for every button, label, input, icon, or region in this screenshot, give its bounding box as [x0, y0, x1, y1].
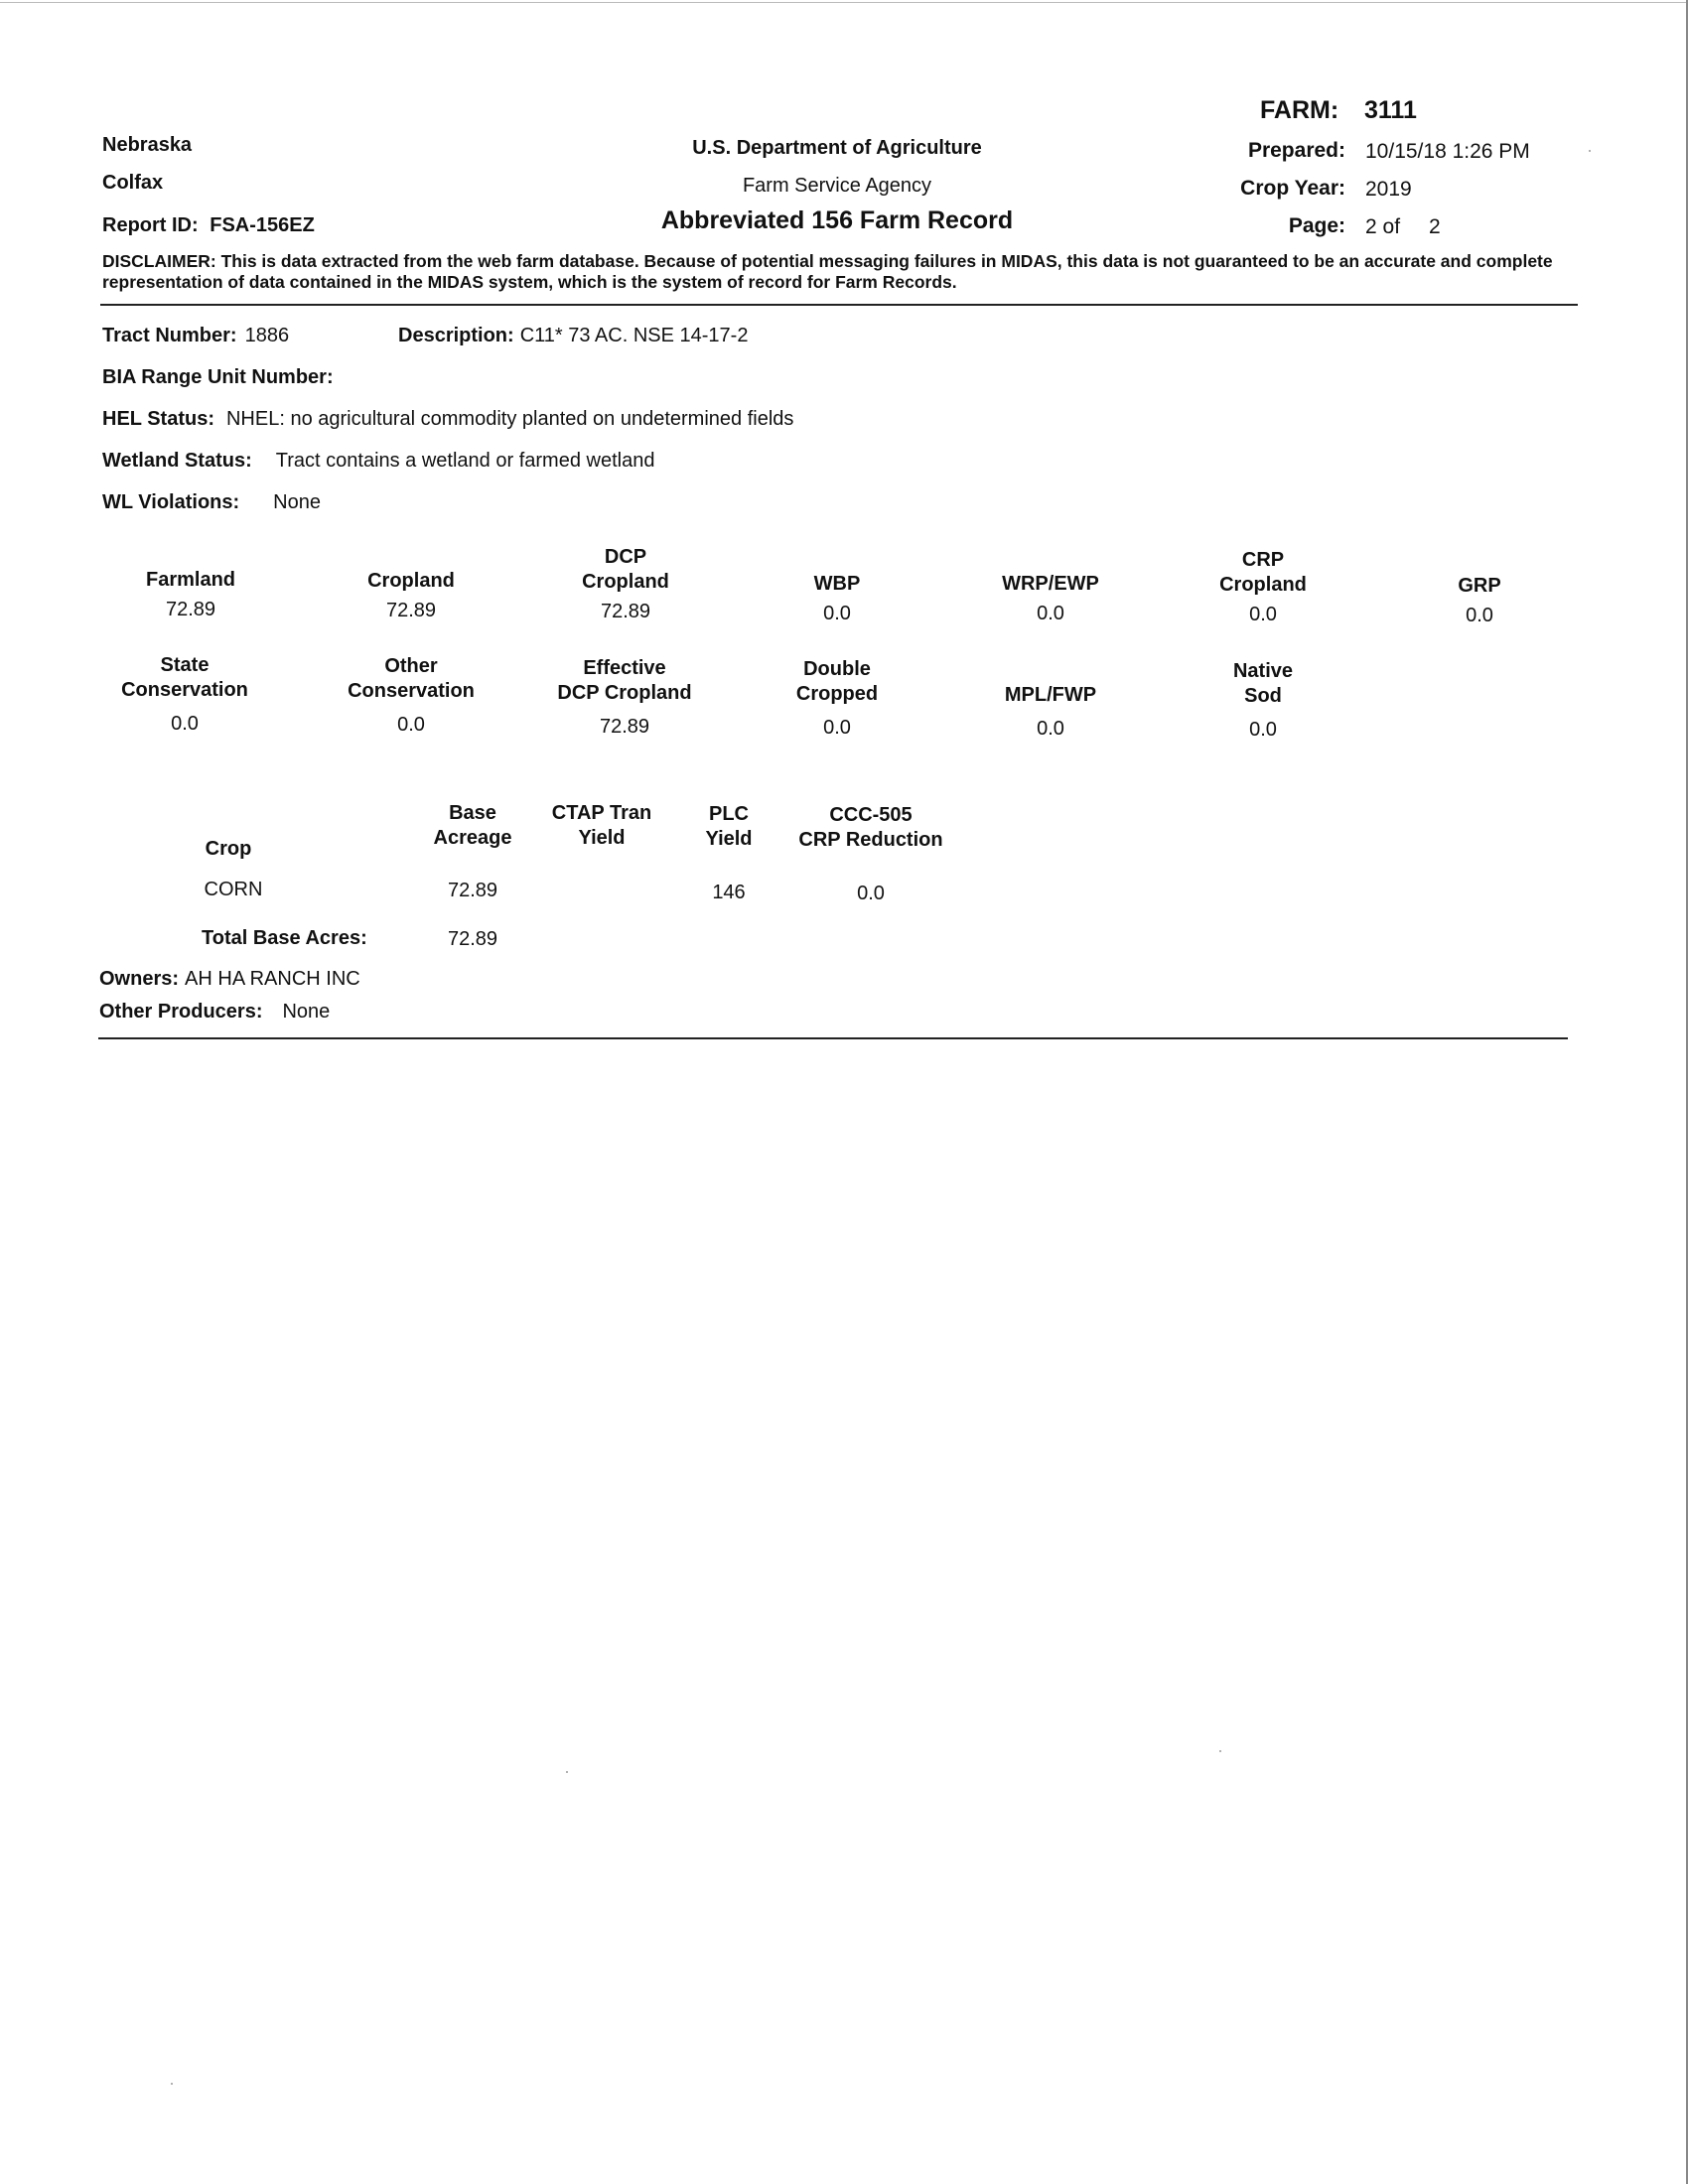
other-conservation-header: Conservation: [348, 680, 475, 702]
report-id: [102, 214, 315, 237]
description-label: Description:: [398, 325, 514, 346]
scan-speck: [171, 2083, 173, 2085]
plc-yield-col-header: PLC Yield: [705, 803, 753, 850]
base-acreage-col-header: Base Acreage: [433, 802, 512, 849]
page-number: 2 of: [1365, 215, 1401, 238]
wbp-header-1: [748, 547, 926, 572]
other-conservation-value: 0.0: [397, 714, 425, 736]
other-conservation-cell: [322, 654, 500, 737]
report-id-value: FSA-156EZ: [210, 214, 315, 236]
wetland-label: Wetland Status:: [102, 450, 252, 472]
bia-label: BIA Range Unit Number:: [102, 366, 334, 388]
native-sod-value: 0.0: [1249, 719, 1277, 741]
department-name: U.S. Department of Agriculture: [692, 137, 982, 159]
grp-cell: [1390, 549, 1569, 627]
native-sod-cell: [1174, 659, 1352, 742]
wbp-cell: [748, 547, 926, 625]
page-label: Page:: [1288, 214, 1345, 237]
wetland-value: Tract contains a wetland or farmed wetland: [275, 450, 655, 472]
crp-cropland-cell: [1174, 548, 1352, 626]
double-cropped-header: Cropped: [795, 683, 879, 705]
footer-divider: [98, 1037, 1568, 1039]
crp-cropland-value: 0.0: [1249, 604, 1277, 625]
state-conservation-header-1: State: [160, 654, 210, 676]
wrp-ewp-cell: [961, 547, 1140, 625]
mpl-fwp-cell: [961, 658, 1140, 741]
grp-header-1: [1390, 549, 1569, 574]
prepared-label: Prepared:: [1247, 139, 1345, 162]
owners: [99, 968, 360, 991]
wrp-ewp-value: 0.0: [1037, 603, 1064, 624]
farm-label: FARM:: [1260, 96, 1339, 124]
crop-name: CORN: [204, 879, 263, 900]
wrp-ewp-header-1: [961, 547, 1140, 572]
state-conservation-cell: [95, 653, 274, 736]
bia-range-unit: [102, 366, 346, 389]
ccc505-value: 0.0: [857, 883, 885, 904]
grp-value: 0.0: [1466, 605, 1493, 626]
dcp-cropland-header-1: DCP: [604, 546, 647, 568]
hel-status: [102, 408, 793, 431]
other-producers-label: Other Producers:: [99, 1001, 263, 1023]
crop-year-value: 2019: [1365, 178, 1412, 201]
dcp-cropland-header: Cropland: [582, 571, 669, 593]
crp-cropland-header-1: CRP: [1241, 549, 1285, 571]
farmland-header: Farmland: [145, 569, 236, 591]
cropland-header-1: [322, 544, 500, 569]
ccc505-col-header: CCC-505 CRP Reduction: [798, 804, 943, 851]
dcp-cropland-value: 72.89: [600, 601, 651, 622]
double-cropped-value: 0.0: [823, 717, 851, 739]
cropland-value: 72.89: [385, 600, 437, 621]
county-name: Colfax: [102, 172, 164, 194]
page-total: 2: [1429, 215, 1441, 238]
effective-dcp-cell: [535, 656, 714, 739]
owners-value: AH HA RANCH INC: [185, 968, 360, 990]
double-cropped-cell: [748, 657, 926, 740]
wrp-ewp-header: WRP/EWP: [1002, 573, 1099, 595]
wl-label: WL Violations:: [102, 491, 240, 513]
tract-description: [398, 325, 748, 347]
grp-header: GRP: [1458, 575, 1501, 597]
wbp-header: WBP: [813, 573, 861, 595]
mpl-fwp-header: MPL/FWP: [1004, 684, 1097, 706]
farmland-header-1: [101, 543, 280, 568]
header-divider: [100, 304, 1578, 306]
crp-cropland-header: Cropland: [1219, 574, 1307, 596]
effective-dcp-header: DCP Cropland: [557, 682, 692, 704]
double-cropped-header-1: Double: [803, 658, 871, 680]
total-base-acres-value: 72.89: [447, 928, 498, 950]
description-value: C11* 73 AC. NSE 14-17-2: [519, 325, 749, 346]
farm-number: 3111: [1364, 96, 1417, 124]
agency-name: Farm Service Agency: [742, 175, 932, 197]
native-sod-header: Sod: [1244, 685, 1282, 707]
wetland-status: [102, 450, 654, 473]
mpl-fwp-value: 0.0: [1037, 718, 1064, 740]
state-conservation-value: 0.0: [171, 713, 199, 735]
other-conservation-header-1: Other: [384, 655, 438, 677]
scan-speck: [1589, 150, 1591, 152]
state-conservation-header: Conservation: [121, 679, 248, 701]
farmland-value: 72.89: [165, 599, 216, 620]
other-producers: [99, 1001, 330, 1024]
disclaimer-text: DISCLAIMER: This is data extracted from the web farm database. Because of potential messaging failures in MIDAS, this data is not guaranteed to be an accurate and complete representation of data contained in the MIDAS system, which is the system of record for Farm Records.: [102, 251, 1553, 292]
base-acreage-value: 72.89: [447, 880, 498, 901]
tract-number-label: Tract Number:: [102, 325, 237, 346]
cropland-cell: [322, 544, 500, 622]
crop-year-label: Crop Year:: [1240, 177, 1345, 200]
farmland-cell: [101, 543, 280, 621]
tract-number: [102, 325, 289, 347]
prepared-date: 10/15/18 1:26 PM: [1365, 140, 1530, 163]
scan-speck: [1219, 1750, 1221, 1752]
dcp-cropland-cell: [536, 545, 715, 623]
mpl-fwp-header-1: [961, 658, 1140, 683]
wl-violations: [102, 491, 321, 514]
effective-dcp-value: 72.89: [599, 716, 650, 738]
plc-yield-value: 146: [712, 882, 746, 903]
hel-value: NHEL: no agricultural commodity planted on undetermined fields: [225, 408, 794, 430]
report-id-label: Report ID:: [102, 214, 199, 236]
scan-speck: [566, 1771, 568, 1773]
hel-label: HEL Status:: [102, 408, 214, 430]
total-base-acres-label: Total Base Acres:: [202, 927, 367, 949]
other-producers-value: None: [282, 1001, 331, 1023]
wl-value: None: [273, 491, 321, 513]
owners-label: Owners:: [99, 968, 180, 990]
tract-number-value: 1886: [244, 325, 290, 346]
wbp-value: 0.0: [823, 603, 851, 624]
effective-dcp-header-1: Effective: [583, 657, 666, 679]
scan-top-edge: [0, 2, 1688, 3]
crop-col-header: Crop: [205, 838, 252, 860]
native-sod-header-1: Native: [1232, 660, 1294, 682]
state-name: Nebraska: [102, 134, 193, 156]
ctap-yield-col-header: CTAP Tran Yield: [551, 802, 652, 849]
cropland-header: Cropland: [367, 570, 455, 592]
page-title: Abbreviated 156 Farm Record: [660, 206, 1014, 234]
